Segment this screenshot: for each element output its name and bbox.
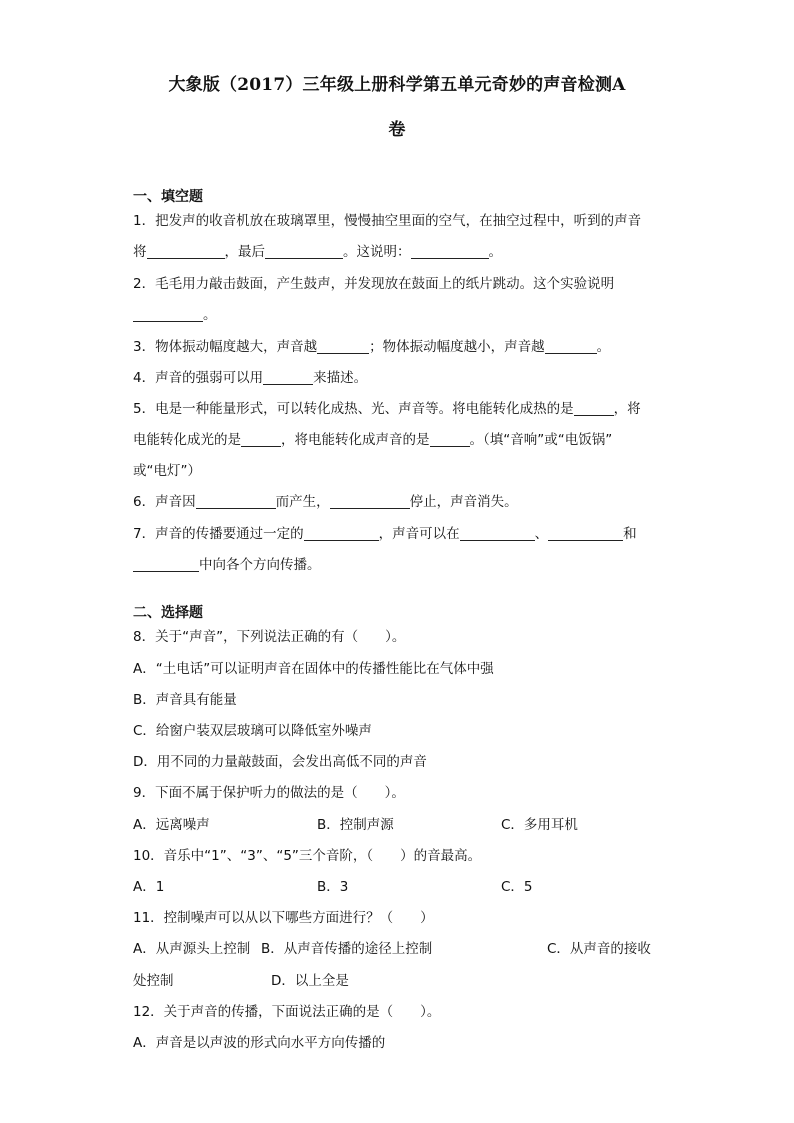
q1-text-e: 。 xyxy=(488,244,502,260)
answer-blank[interactable] xyxy=(545,339,597,354)
question-9-option-b[interactable]: B．控制声源 xyxy=(317,817,394,833)
question-2-line1: 2．毛毛用力敲击鼓面，产生鼓声，并发现放在鼓面上的纸片跳动。这个实验说明 xyxy=(133,276,615,292)
q7-text-e: 中向各个方向传播。 xyxy=(199,557,321,573)
q7-text-a: 7．声音的传播要通过一定的 xyxy=(133,526,304,542)
q7-text-b: ，声音可以在 xyxy=(378,526,460,542)
answer-blank[interactable] xyxy=(574,401,614,416)
question-9-option-c[interactable]: C．多用耳机 xyxy=(501,817,578,833)
q6-text-c: 停止，声音消失。 xyxy=(409,494,518,510)
question-12-stem: 12．关于声音的传播，下面说法正确的是（ ）。 xyxy=(133,1004,441,1020)
question-5-line2 xyxy=(133,431,612,449)
q5-text-a: 5．电是一种能量形式，可以转化成热、光、声音等。将电能转化成热的是 xyxy=(133,401,574,417)
question-10-options xyxy=(133,878,533,896)
question-1-line1: 1．把发声的收音机放在玻璃罩里，慢慢抽空里面的空气，在抽空过程中，听到的声音 xyxy=(133,213,642,229)
q4-text-b: 来描述。 xyxy=(313,370,368,386)
question-11-options-line2 xyxy=(133,972,349,990)
q4-text-a: 4．声音的强弱可以用 xyxy=(133,370,264,386)
q1-text-c: ，最后 xyxy=(224,244,265,260)
question-8-option-a[interactable]: A．“土电话”可以证明声音在固体中的传播性能比在气体中强 xyxy=(133,661,494,677)
question-2-line2 xyxy=(133,306,217,324)
question-1-line2 xyxy=(133,243,502,261)
question-11-option-b[interactable]: B．从声音传播的途径上控制 xyxy=(261,941,433,957)
question-11-option-c[interactable]: C．从声音的接收 xyxy=(547,941,651,957)
question-11-option-a[interactable]: A．从声源头上控制 xyxy=(133,941,251,957)
question-4 xyxy=(133,369,367,387)
question-10-option-b[interactable]: B．3 xyxy=(317,879,349,895)
answer-blank[interactable] xyxy=(317,339,369,354)
question-9-options xyxy=(133,816,578,834)
answer-blank[interactable] xyxy=(147,244,225,259)
document-title-line2: 卷 xyxy=(388,120,406,140)
answer-blank[interactable] xyxy=(263,370,313,385)
document-title-line1: 大象版（2017）三年级上册科学第五单元奇妙的声音检测A xyxy=(168,75,626,95)
question-8-stem: 8．关于“声音”，下列说法正确的有（ ）。 xyxy=(133,629,406,645)
question-7-line1 xyxy=(133,525,637,543)
answer-blank[interactable] xyxy=(548,526,623,541)
q7-text-c: 、 xyxy=(534,526,549,542)
answer-blank[interactable] xyxy=(304,526,379,541)
q3-text-a: 3．物体振动幅度越大，声音越 xyxy=(133,339,318,355)
section-heading-fill-blank: 一、填空题 xyxy=(133,189,203,205)
q1-text-d: 。这说明： xyxy=(343,244,411,260)
question-11-stem: 11．控制噪声可以从以下哪些方面进行？（ ） xyxy=(133,910,434,926)
question-11-options-line1 xyxy=(133,940,651,958)
answer-blank[interactable] xyxy=(196,494,276,509)
answer-blank[interactable] xyxy=(430,432,470,447)
q6-text-a: 6．声音因 xyxy=(133,494,196,510)
question-5-line3: 或“电灯”） xyxy=(133,463,201,479)
answer-blank[interactable] xyxy=(460,526,535,541)
question-9-stem: 9．下面不属于保护听力的做法的是（ ）。 xyxy=(133,785,405,801)
question-9-option-a[interactable]: A．远离噪声 xyxy=(133,817,210,833)
q2-text-b: 。 xyxy=(203,307,217,323)
question-8-option-d[interactable]: D．用不同的力量敲鼓面，会发出高低不同的声音 xyxy=(133,754,427,770)
question-8-option-b[interactable]: B．声音具有能量 xyxy=(133,692,237,708)
question-7-line2 xyxy=(133,556,321,574)
answer-blank[interactable] xyxy=(330,494,410,509)
q6-text-b: 而产生， xyxy=(275,494,330,510)
question-10-option-a[interactable]: A．1 xyxy=(133,879,165,895)
question-6 xyxy=(133,493,518,511)
question-8-option-c[interactable]: C．给窗户装双层玻璃可以降低室外噪声 xyxy=(133,723,372,739)
question-5-line1 xyxy=(133,400,641,418)
q5-text-e: 。（填“音响”或“电饭锅” xyxy=(469,432,613,448)
q7-text-d: 和 xyxy=(623,526,637,542)
answer-blank[interactable] xyxy=(133,307,203,322)
question-10-stem: 10．音乐中“1”、“3”、“5”三个音阶，（ ）的音最高。 xyxy=(133,848,482,864)
q5-text-d: ，将电能转化成声音的是 xyxy=(281,432,430,448)
q3-text-c: 。 xyxy=(596,339,611,355)
question-10-option-c[interactable]: C．5 xyxy=(501,879,533,895)
q5-text-c: 电能转化成光的是 xyxy=(133,432,241,448)
answer-blank[interactable] xyxy=(133,557,199,572)
q3-text-b: ；物体振动幅度越小，声音越 xyxy=(369,339,545,355)
question-11-option-d[interactable]: D．以上全是 xyxy=(271,973,349,989)
question-3 xyxy=(133,338,610,356)
q5-text-b: ，将 xyxy=(613,401,641,417)
answer-blank[interactable] xyxy=(265,244,343,259)
question-11-option-c-cont[interactable]: 处控制 xyxy=(133,973,174,989)
answer-blank[interactable] xyxy=(241,432,281,447)
question-12-option-a[interactable]: A．声音是以声波的形式向水平方向传播的 xyxy=(133,1035,386,1051)
q1-text-b: 将 xyxy=(133,244,147,260)
answer-blank[interactable] xyxy=(411,244,489,259)
section-heading-multiple-choice: 二、选择题 xyxy=(133,605,203,621)
